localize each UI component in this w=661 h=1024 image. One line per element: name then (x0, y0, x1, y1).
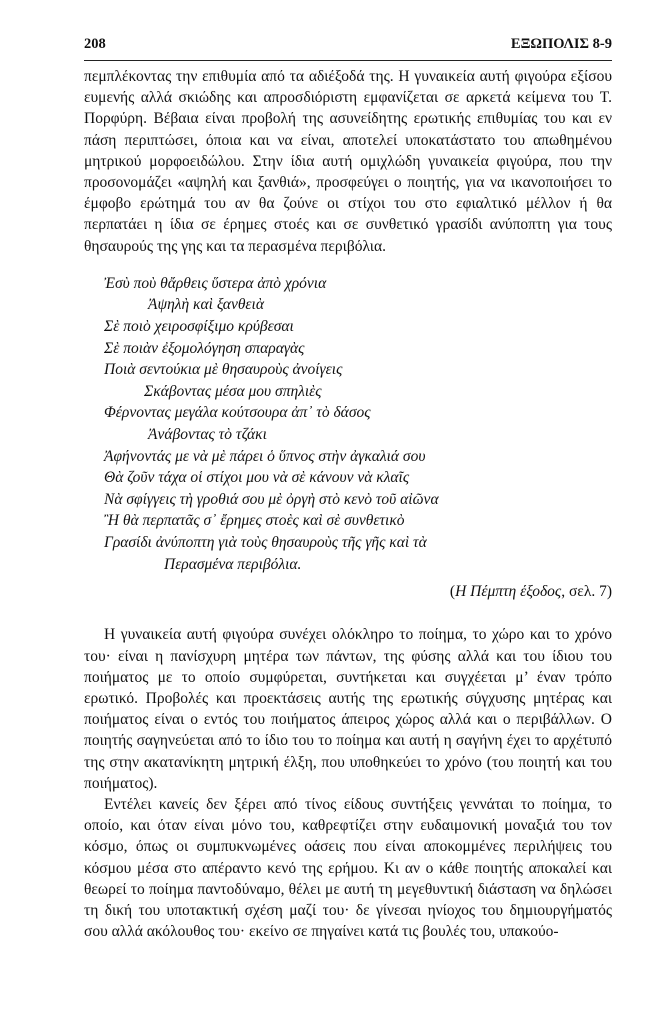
poem-source (84, 581, 612, 602)
poem-line: Περασμένα περιβόλια. (164, 555, 302, 573)
running-header (84, 36, 612, 56)
source-title: Η Πέμπτη έξοδος (455, 583, 562, 601)
source-rest: , σελ. 7) (561, 583, 612, 601)
source-open: ( (449, 583, 456, 601)
page-body (84, 66, 612, 942)
poem-quote (104, 273, 612, 575)
poem-line: Ἀψηλὴ καὶ ξανθειὰ (148, 296, 264, 314)
paragraph-2: Η γυναικεία αυτή φιγούρα συνέχει ολόκληρο το ποίημα, το χώρο και το χρόνο του· είναι η πανίσχυρη μητέρα των πάντων, της φύσης αλλά και του ίδιου του ποιήματος με το οποίο συμφύρεται, συντήκεται και συγχέεται μ’ έναν τρόπο ερωτικό. Προβολές και προεκτάσεις αυτής της ερωτικής σύγχυσης μητέρας και ποιήματος είναι ο εντός του ποιήματος άπειρος χώρος αλλά και ο περιβάλλων. Ο ποιητής σαγηνεύεται από το ίδιο του το ποίημα και αυτή η σαγήνη έχει το αρχέτυπό της στην ακατανίκητη μητρική έλξη, που υποθηκεύει το χρόνο (του ποιητή και του ποιήματος). (84, 626, 612, 792)
poem-line: Ἢ θὰ περπατᾶς σ᾽ ἔρημες στοὲς καὶ σὲ συνθετικὸ (104, 512, 405, 530)
poem-line: Ποιὰ σεντούκια μὲ θησαυροὺς ἀνοίγεις (104, 361, 343, 379)
poem-line: Ἀφήνοντάς με νὰ μὲ πάρει ὁ ὕπνος στὴν ἀγκαλιά σου (104, 447, 426, 465)
poem-line: Σκάβοντας μέσα μου σπηλιὲς (144, 382, 322, 400)
poem-line: Ἀνάβοντας τὸ τζάκι (148, 425, 267, 443)
journal-title: ΕΞΩΠΟΛΙΣ 8-9 (510, 36, 612, 52)
poem-line: Φέρνοντας μεγάλα κούτσουρα ἀπ᾽ τὸ δάσος (104, 404, 371, 422)
poem-line: Σὲ ποιὸ χειροσφίξιμο κρύβεσαι (104, 318, 294, 336)
paragraph-1: πεμπλέκοντας την επιθυμία από τα αδιέξοδά της. Η γυναικεία αυτή φιγούρα εξίσου ευμενής αλλά σκιώδης και απροσδιόριστη εμφανίζεται σε αρκετά κείμενα του Τ. Πορφύρη. Βέβαια είναι προβολή της ασυνείδητης ερωτικής επιθυμίας του και εν πάση περιπτώσει, όποια και να είναι, αποτελεί υποκατάστατο του απωθημένου μητρικού μορφοειδώλου. Στην ίδια αυτή ομιχλώδη γυναικεία φιγούρα, που την προσονομάζει «αψηλή και ξανθιά», προσφεύγει ο ποιητής, για να ικανοποιήσει το έμφοβο ερώτημά του αν θα ζούνε οι στίχοι του στο εφιαλτικό μέλλον ή θα περπατάει η ίδια σε έρημες στοές και σε συνθετικό γρασίδι ανύποπτη για τους θησαυρούς της γης και τα περασμένα περιβόλια. (84, 68, 612, 255)
page-number: 208 (84, 36, 106, 52)
poem-line: Ἐσὺ ποὺ θἄρθεις ὕστερα ἀπὸ χρόνια (104, 274, 327, 292)
poem-line: Νὰ σφίγγεις τὴ γροθιά σου μὲ ὀργὴ στὸ κενὸ τοῦ αἰῶνα (104, 490, 439, 508)
poem-line: Γρασίδι ἀνύποπτη γιὰ τοὺς θησαυροὺς τῆς γῆς καὶ τὰ (104, 533, 427, 551)
poem-line: Θὰ ζοῦν τάχα οἱ στίχοι μου νὰ σὲ κάνουν νὰ κλαῖς (104, 469, 410, 487)
header-rule (84, 60, 612, 61)
paragraph-3: Εντέλει κανείς δεν ξέρει από τίνος είδους συντήξεις γεννάται το ποίημα, το οποίο, και όταν είναι μόνο του, καθρεφτίζει στην ευδαιμονική μοναξιά του τον κόσμο, όπως οι συμπυκνωμένες οάσεις που είναι αποκομμένες περιλήψεις του κόσμου μέσα στο απέραντο κενό της ερήμου. Κι αν ο κάθε ποιητής αποκαλεί και θεωρεί το ποίημα παντοδύναμο, θέλει με αυτή τη μεγεθυντική διάσταση να δηλώσει τη δική του υποτακτική σχέση μαζί του· δε γίνεσαι ηνίοχος του δημιουργήματός σου αλλά ακόλουθος του· εκείνο σε πηγαίνει κατά τις βουλές του, υπακούο- (84, 795, 612, 941)
poem-line: Σὲ ποιὰν ἐξομολόγηση σπαραγὰς (104, 339, 305, 357)
